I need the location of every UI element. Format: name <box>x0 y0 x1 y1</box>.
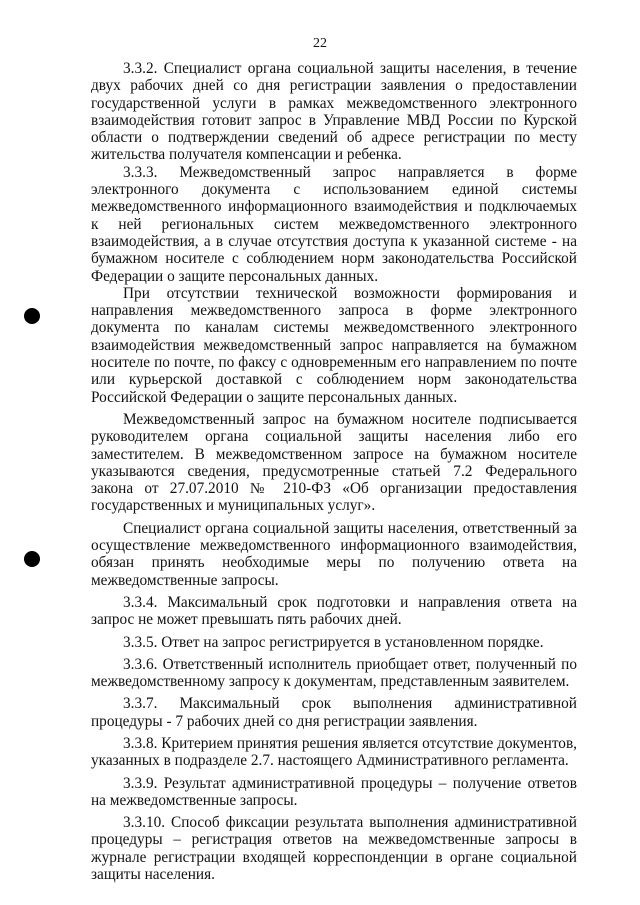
punch-hole-mark <box>24 308 40 324</box>
paragraph-3-3-2: 3.3.2. Специалист органа социальной защиты населения, в течение двух рабочих дней со дня регистрации заявления о предоставлении государственной услуги в рамках межведомственного электронного взаимодействия готовит запрос в Управление МВД России по Курской области о подтверждении сведений об адресе регистрации по месту жительства получателя компенсации и ребенка. <box>91 60 577 164</box>
paragraph-3-3-8: 3.3.8. Критерием принятия решения является отсутствие документов, указанных в подразделе 2.7. настоящего Административного регламента. <box>91 734 577 770</box>
paragraph-paper-request: При отсутствии технической возможности формирования и направления межведомственного запроса в форме электронного документа по каналам системы межведомственного электронного взаимодействия межведомственный запрос направляется на бумажном носителе по почте, по факсу с одновременным его направлением по почте или курьерской доставкой с соблюдением норм законодательства Российской Федерации о защите персональных данных. <box>91 284 577 406</box>
document-body <box>91 60 577 883</box>
paragraph-3-3-10: 3.3.10. Способ фиксации результата выполнения административной процедуры – регистрация ответов на межведомственные запросы в журнале регистрации входящей корреспонденции в органе социальной защиты населения. <box>91 814 577 884</box>
paragraph-3-3-9: 3.3.9. Результат административной процедуры – получение ответов на межведомственные запросы. <box>91 774 577 809</box>
paragraph-3-3-5: 3.3.5. Ответ на запрос регистрируется в установленном порядке. <box>123 633 544 651</box>
paragraph-specialist-duty: Специалист органа социальной защиты населения, ответственный за осуществление межведомственного информационного взаимодействия, обязан принять необходимые меры по получению ответа на межведомственные запросы. <box>91 519 577 589</box>
paragraph-3-3-3: 3.3.3. Межведомственный запрос направляется в форме электронного документа с использованием единой системы межведомственного информационного взаимодействия и подключаемых к ней региональных систем межведомственного электронного взаимодействия, а в случае отсутствия доступа к указанной системе - на бумажном носителе с соблюдением норм законодательства Российской Федерации о защите персональных данных. <box>91 163 577 285</box>
paragraph-request-signing: Межведомственный запрос на бумажном носителе подписывается руководителем органа социальной защиты населения либо его заместителем. В межведомственном запросе на бумажном носителе указываются сведения, предусмотренные статьей 7.2 Федерального закона от 27.07.2010 № 210-ФЗ «Об организации предоставления государственных и муниципальных услуг». <box>91 410 577 515</box>
punch-hole-mark <box>24 551 40 567</box>
paragraph-3-3-6: 3.3.6. Ответственный исполнитель приобщает ответ, полученный по межведомственному запросу к документам, представленным заявителем. <box>91 655 577 691</box>
paragraph-3-3-4: 3.3.4. Максимальный срок подготовки и направления ответа на запрос не может превышать пять рабочих дней. <box>91 593 577 629</box>
page-number: 22 <box>313 36 327 51</box>
paragraph-3-3-7: 3.3.7. Максимальный срок выполнения административной процедуры - 7 рабочих дней со дня регистрации заявления. <box>91 695 577 730</box>
